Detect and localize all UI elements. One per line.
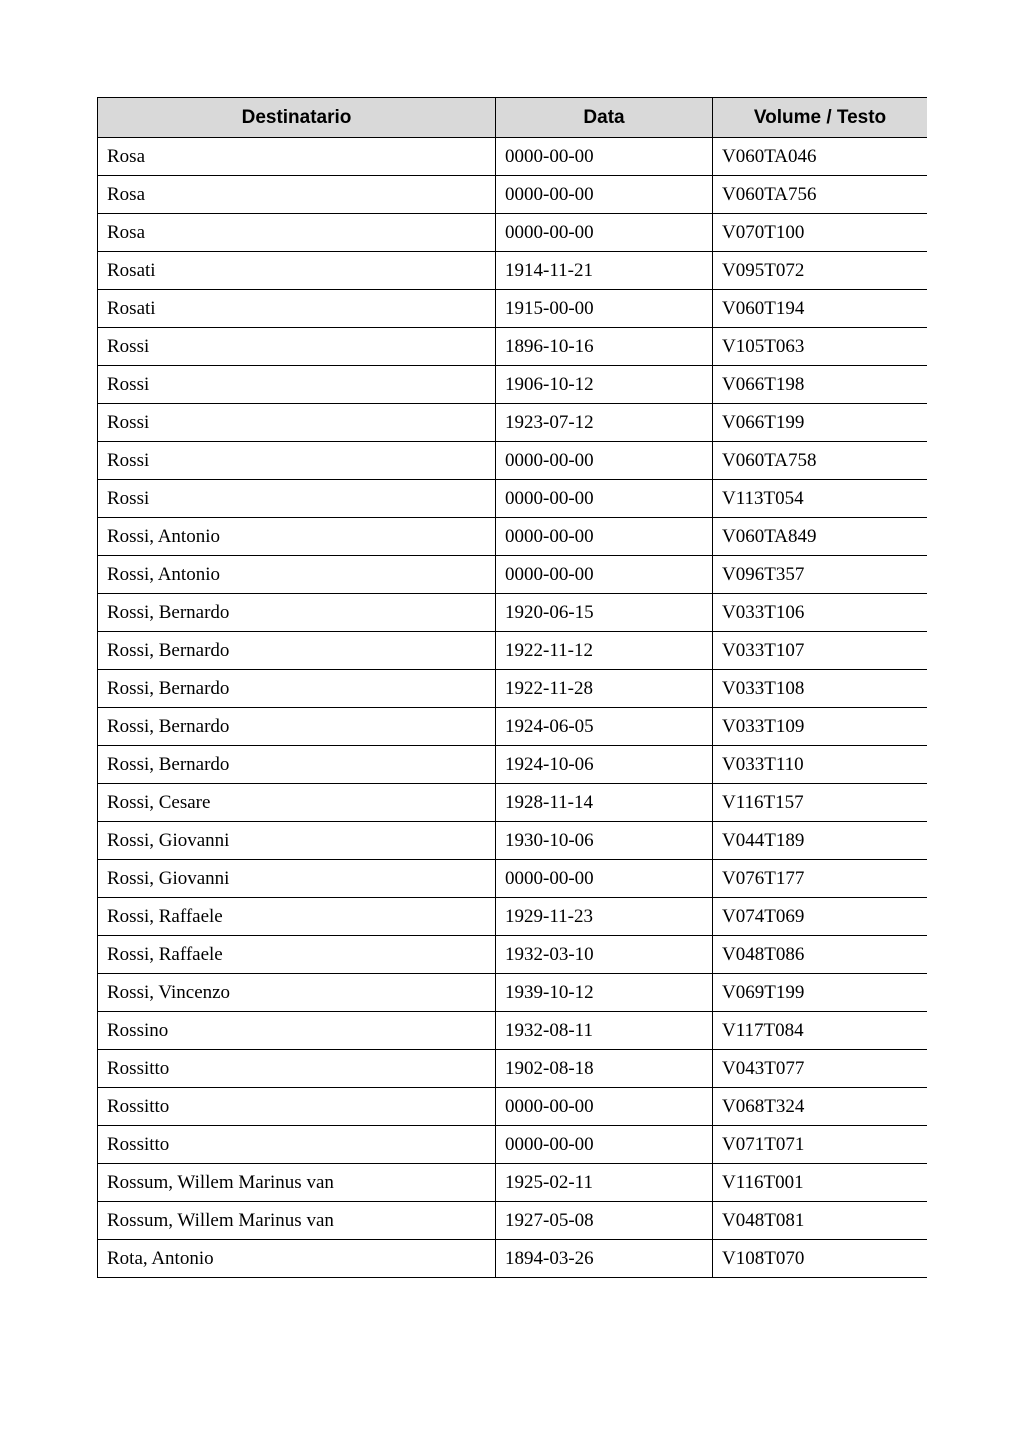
- table-row: [98, 746, 928, 784]
- cell-data: 0000-00-00: [496, 1088, 713, 1126]
- table-row: [98, 1240, 928, 1278]
- table-row: [98, 518, 928, 556]
- cell-data: 1929-11-23: [496, 898, 713, 936]
- cell-destinatario: Rossum, Willem Marinus van: [98, 1164, 496, 1202]
- cell-data: 0000-00-00: [496, 480, 713, 518]
- cell-destinatario: Rossi: [98, 404, 496, 442]
- table-header-row: [98, 98, 928, 138]
- cell-volume-testo: V033T107: [713, 632, 928, 670]
- cell-destinatario: Rossi, Giovanni: [98, 860, 496, 898]
- table-row: [98, 632, 928, 670]
- cell-volume-testo: V108T070: [713, 1240, 928, 1278]
- cell-destinatario: Rosati: [98, 252, 496, 290]
- table-row: [98, 176, 928, 214]
- cell-destinatario: Rossitto: [98, 1050, 496, 1088]
- cell-volume-testo: V105T063: [713, 328, 928, 366]
- table-row: [98, 328, 928, 366]
- cell-destinatario: Rossi: [98, 480, 496, 518]
- cell-volume-testo: V076T177: [713, 860, 928, 898]
- cell-destinatario: Rossi, Bernardo: [98, 632, 496, 670]
- table-row: [98, 670, 928, 708]
- cell-data: 1924-06-05: [496, 708, 713, 746]
- cell-data: 1932-03-10: [496, 936, 713, 974]
- table-row: [98, 594, 928, 632]
- header-data: Data: [496, 98, 713, 138]
- cell-volume-testo: V070T100: [713, 214, 928, 252]
- cell-data: 1928-11-14: [496, 784, 713, 822]
- cell-data: 1894-03-26: [496, 1240, 713, 1278]
- cell-volume-testo: V069T199: [713, 974, 928, 1012]
- cell-destinatario: Rossi, Raffaele: [98, 936, 496, 974]
- cell-data: 1914-11-21: [496, 252, 713, 290]
- header-destinatario: Destinatario: [98, 98, 496, 138]
- cell-data: 1930-10-06: [496, 822, 713, 860]
- cell-data: 1906-10-12: [496, 366, 713, 404]
- cell-data: 1932-08-11: [496, 1012, 713, 1050]
- cell-volume-testo: V071T071: [713, 1126, 928, 1164]
- cell-destinatario: Rossum, Willem Marinus van: [98, 1202, 496, 1240]
- cell-volume-testo: V116T001: [713, 1164, 928, 1202]
- cell-data: 1923-07-12: [496, 404, 713, 442]
- cell-volume-testo: V113T054: [713, 480, 928, 518]
- cell-destinatario: Rossi, Bernardo: [98, 708, 496, 746]
- table-row: [98, 556, 928, 594]
- table-row: [98, 1126, 928, 1164]
- table-container: [97, 97, 927, 1312]
- cell-data: 1939-10-12: [496, 974, 713, 1012]
- table-row: [98, 214, 928, 252]
- letters-table: [97, 97, 927, 1278]
- cell-data: 1922-11-28: [496, 670, 713, 708]
- cell-data: 0000-00-00: [496, 556, 713, 594]
- table-row: [98, 708, 928, 746]
- cell-destinatario: Rossi, Vincenzo: [98, 974, 496, 1012]
- cell-volume-testo: V060TA849: [713, 518, 928, 556]
- table-row: [98, 442, 928, 480]
- cell-destinatario: Rossi, Bernardo: [98, 594, 496, 632]
- cell-destinatario: Rossi: [98, 442, 496, 480]
- table-row: [98, 404, 928, 442]
- cell-destinatario: Rossitto: [98, 1126, 496, 1164]
- cell-data: 0000-00-00: [496, 1126, 713, 1164]
- table-row: [98, 822, 928, 860]
- cell-volume-testo: V044T189: [713, 822, 928, 860]
- cell-volume-testo: V117T084: [713, 1012, 928, 1050]
- cell-destinatario: Rossi, Bernardo: [98, 746, 496, 784]
- table-row: [98, 252, 928, 290]
- cell-volume-testo: V060T194: [713, 290, 928, 328]
- cell-destinatario: Rossino: [98, 1012, 496, 1050]
- cell-data: 0000-00-00: [496, 518, 713, 556]
- cell-volume-testo: V033T110: [713, 746, 928, 784]
- cell-volume-testo: V066T199: [713, 404, 928, 442]
- table-row: [98, 1012, 928, 1050]
- cell-data: 1927-05-08: [496, 1202, 713, 1240]
- cell-destinatario: Rosa: [98, 176, 496, 214]
- cell-volume-testo: V116T157: [713, 784, 928, 822]
- cell-data: 0000-00-00: [496, 442, 713, 480]
- cell-data: 1896-10-16: [496, 328, 713, 366]
- table-row: [98, 290, 928, 328]
- cell-volume-testo: V096T357: [713, 556, 928, 594]
- cell-destinatario: Rossi, Antonio: [98, 518, 496, 556]
- table-row: [98, 480, 928, 518]
- cell-volume-testo: V033T109: [713, 708, 928, 746]
- cell-volume-testo: V095T072: [713, 252, 928, 290]
- table-row: [98, 138, 928, 176]
- table-row: [98, 366, 928, 404]
- table-row: [98, 1050, 928, 1088]
- cell-data: 1915-00-00: [496, 290, 713, 328]
- cell-data: 1920-06-15: [496, 594, 713, 632]
- cell-destinatario: Rossi, Bernardo: [98, 670, 496, 708]
- cell-data: 0000-00-00: [496, 176, 713, 214]
- table-row: [98, 1088, 928, 1126]
- cell-volume-testo: V060TA046: [713, 138, 928, 176]
- cell-volume-testo: V060TA756: [713, 176, 928, 214]
- cell-data: 0000-00-00: [496, 138, 713, 176]
- table-row: [98, 860, 928, 898]
- header-volume-testo: Volume / Testo: [713, 98, 928, 138]
- cell-destinatario: Rosati: [98, 290, 496, 328]
- cell-volume-testo: V068T324: [713, 1088, 928, 1126]
- table-row: [98, 784, 928, 822]
- cell-volume-testo: V048T086: [713, 936, 928, 974]
- cell-destinatario: Rossi, Raffaele: [98, 898, 496, 936]
- table-body: [98, 138, 928, 1278]
- cell-data: 0000-00-00: [496, 214, 713, 252]
- cell-data: 1924-10-06: [496, 746, 713, 784]
- cell-volume-testo: V060TA758: [713, 442, 928, 480]
- cell-volume-testo: V033T108: [713, 670, 928, 708]
- cell-volume-testo: V048T081: [713, 1202, 928, 1240]
- cell-destinatario: Rossi: [98, 366, 496, 404]
- cell-destinatario: Rota, Antonio: [98, 1240, 496, 1278]
- cell-destinatario: Rosa: [98, 138, 496, 176]
- cell-data: 1922-11-12: [496, 632, 713, 670]
- cell-volume-testo: V066T198: [713, 366, 928, 404]
- table-row: [98, 1164, 928, 1202]
- cell-destinatario: Rosa: [98, 214, 496, 252]
- cell-destinatario: Rossi: [98, 328, 496, 366]
- table-row: [98, 898, 928, 936]
- cell-data: 1902-08-18: [496, 1050, 713, 1088]
- cell-data: 0000-00-00: [496, 860, 713, 898]
- cell-volume-testo: V074T069: [713, 898, 928, 936]
- table-row: [98, 936, 928, 974]
- cell-destinatario: Rossi, Giovanni: [98, 822, 496, 860]
- cell-volume-testo: V043T077: [713, 1050, 928, 1088]
- cell-destinatario: Rossitto: [98, 1088, 496, 1126]
- cell-data: 1925-02-11: [496, 1164, 713, 1202]
- cell-destinatario: Rossi, Cesare: [98, 784, 496, 822]
- cell-volume-testo: V033T106: [713, 594, 928, 632]
- cell-destinatario: Rossi, Antonio: [98, 556, 496, 594]
- table-row: [98, 1202, 928, 1240]
- table-row: [98, 974, 928, 1012]
